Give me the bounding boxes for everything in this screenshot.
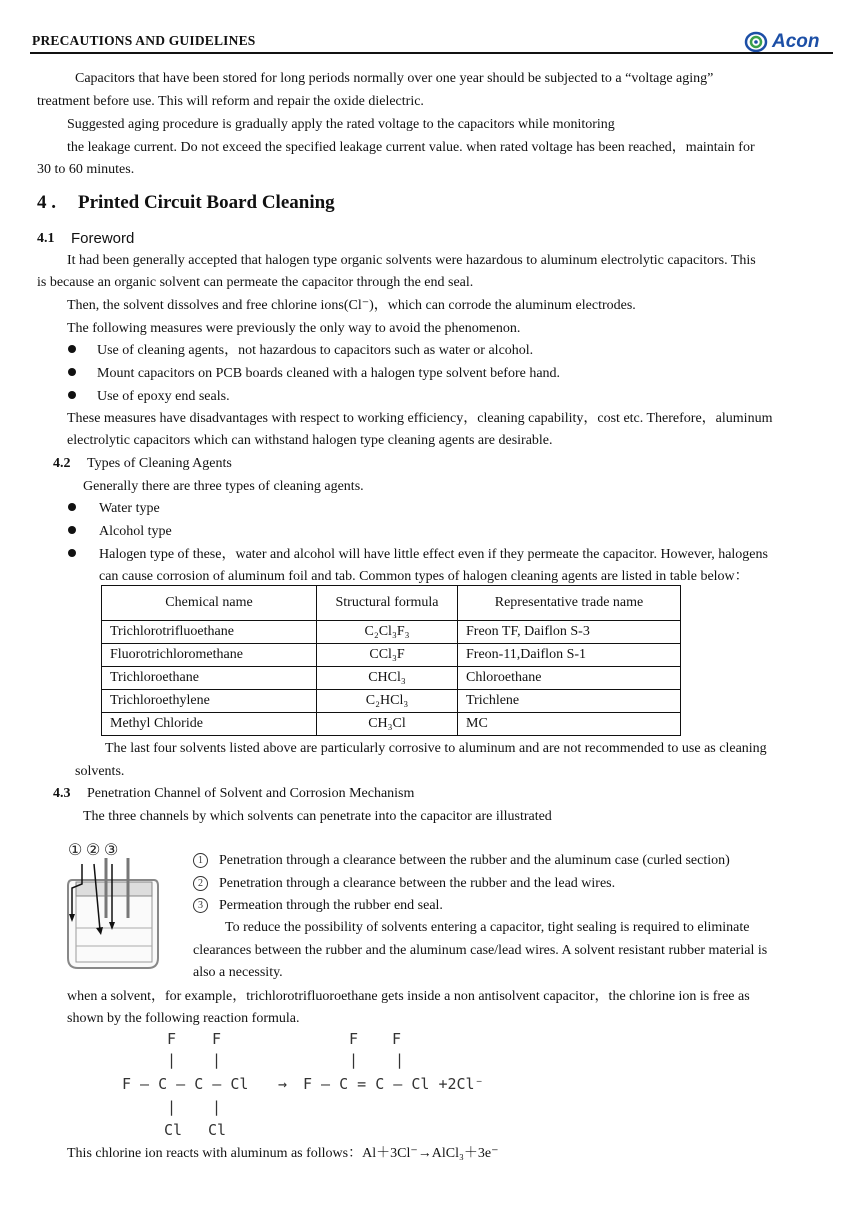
s42-bullet-2: Alcohol type bbox=[99, 524, 172, 539]
reaction-formula bbox=[110, 1030, 530, 1140]
table-row bbox=[102, 690, 681, 713]
table-cell: MC bbox=[458, 713, 681, 736]
section-4-3-number: 4.3 bbox=[53, 786, 71, 801]
table-header-cell: Representative trade name bbox=[458, 586, 681, 621]
s41-line1: It had been generally accepted that halogen type organic solvents were hazardous to aluminum electrolytic capacitors. This bbox=[67, 253, 756, 268]
formula-product: F — C = C — Cl +2Cl⁻ bbox=[303, 1075, 484, 1093]
formula-top-f: F bbox=[167, 1030, 177, 1048]
table-header-cell: Chemical name bbox=[102, 586, 317, 621]
formula-bond: | bbox=[167, 1098, 177, 1116]
s42-bullet-3-line2: can cause corrosion of aluminum foil and tab. Common types of halogen cleaning agents are listed in table below： bbox=[99, 569, 749, 584]
s43-para-line3: also a necessity. bbox=[193, 965, 283, 980]
s43-when-line2: shown by the following reaction formula. bbox=[67, 1011, 300, 1026]
s42-intro: Generally there are three types of cleaning agents. bbox=[83, 479, 364, 494]
final-text-lead: This chlorine ion reacts with aluminum as follows： bbox=[67, 1146, 363, 1161]
bullet-dot bbox=[68, 391, 76, 399]
intro-p2-line3: 30 to 60 minutes. bbox=[37, 162, 135, 177]
s41-line2: is because an organic solvent can permeate the capacitor through the end seal. bbox=[37, 275, 474, 290]
section-4-3-title: Penetration Channel of Solvent and Corrosion Mechanism bbox=[87, 786, 415, 801]
halogen-agents-table bbox=[101, 585, 681, 736]
figure-label-2: ② bbox=[86, 842, 101, 859]
bullet-dot bbox=[68, 503, 76, 511]
intro-p2-line1: Suggested aging procedure is gradually apply the rated voltage to the capacitors while monitoring bbox=[67, 117, 615, 132]
logo-swirl-icon bbox=[744, 31, 768, 53]
table-row bbox=[102, 621, 681, 644]
capacitor-cross-section-drawing bbox=[62, 858, 188, 972]
formula-bond: | bbox=[349, 1051, 359, 1069]
s41-bullet-2: Mount capacitors on PCB boards cleaned with a halogen type solvent before hand. bbox=[97, 366, 561, 381]
logo-text: Acon bbox=[772, 31, 820, 52]
table-header-row bbox=[102, 586, 681, 621]
channel-number-1: 1 bbox=[193, 853, 208, 868]
table-cell: Trichloroethylene bbox=[102, 690, 317, 713]
table-cell: Trichlene bbox=[458, 690, 681, 713]
s41-line3: Then, the solvent dissolves and free chlorine ions(Cl⁻)，which can corrode the aluminum electrodes. bbox=[67, 298, 636, 313]
brand-logo bbox=[744, 30, 820, 54]
formula-bond: | bbox=[395, 1051, 405, 1069]
page-header-title: PRECAUTIONS AND GUIDELINES bbox=[32, 33, 256, 48]
table-cell: CH₃Cl bbox=[317, 713, 458, 736]
table-cell: Freon-11,Daiflon S-1 bbox=[458, 644, 681, 667]
bullet-dot bbox=[68, 549, 76, 557]
formula-bond: | bbox=[167, 1051, 177, 1069]
channel-number-2: 2 bbox=[193, 876, 208, 891]
table-cell: Chloroethane bbox=[458, 667, 681, 690]
channel-2-text: Penetration through a clearance between the rubber and the lead wires. bbox=[219, 876, 616, 891]
formula-top-f: F bbox=[349, 1030, 359, 1048]
section-4-2-number: 4.2 bbox=[53, 456, 71, 471]
formula-arrow: → bbox=[278, 1075, 288, 1093]
channel-3-text: Permeation through the rubber end seal. bbox=[219, 898, 443, 913]
formula-top-f: F bbox=[392, 1030, 402, 1048]
figure-label-3: ③ bbox=[104, 842, 119, 859]
table-cell: Fluorotrichloromethane bbox=[102, 644, 317, 667]
table-cell: Methyl Chloride bbox=[102, 713, 317, 736]
formula-bond: | bbox=[212, 1051, 222, 1069]
table-cell: CHCl₃ bbox=[317, 667, 458, 690]
table-cell: Trichlorotrifluoethane bbox=[102, 621, 317, 644]
s43-para-line2: clearances between the rubber and the aluminum case/lead wires. A solvent resistant rubber material is bbox=[193, 943, 768, 958]
table-header-cell: Structural formula bbox=[317, 586, 458, 621]
header-divider bbox=[30, 52, 833, 54]
bullet-dot bbox=[68, 368, 76, 376]
formula-top-f: F bbox=[212, 1030, 222, 1048]
bullet-dot bbox=[68, 526, 76, 534]
s41-line6: electrolytic capacitors which can withstand halogen type cleaning agents are desirable. bbox=[67, 433, 553, 448]
formula-reactant: F — C — C — Cl bbox=[122, 1075, 249, 1093]
s43-para-line1: To reduce the possibility of solvents entering a capacitor, tight sealing is required to eliminate bbox=[225, 920, 750, 935]
capacitor-penetration-figure bbox=[62, 840, 188, 972]
table-cell: Freon TF, Daiflon S-3 bbox=[458, 621, 681, 644]
s41-bullet-3: Use of epoxy end seals. bbox=[97, 389, 230, 404]
channel-number-3: 3 bbox=[193, 898, 208, 913]
section-4-1-title: Foreword bbox=[71, 230, 135, 247]
table-cell: CCl₃F bbox=[317, 644, 458, 667]
s43-intro: The three channels by which solvents can penetrate into the capacitor are illustrated bbox=[83, 809, 552, 824]
s41-line5: These measures have disadvantages with respect to working efficiency，cleaning capability，cost etc. Therefore，aluminum bbox=[67, 411, 773, 426]
section-4-title: Printed Circuit Board Cleaning bbox=[78, 192, 335, 213]
table-cell: C₂Cl₃F₃ bbox=[317, 621, 458, 644]
section-4-2-title: Types of Cleaning Agents bbox=[87, 456, 232, 471]
section-4-1-number: 4.1 bbox=[37, 231, 55, 246]
section-4-number: 4 . bbox=[37, 192, 56, 213]
table-row bbox=[102, 667, 681, 690]
s42-after-line1: The last four solvents listed above are particularly corrosive to aluminum and are not recommended to use as cleaning bbox=[105, 741, 767, 756]
channel-1-text: Penetration through a clearance between the rubber and the aluminum case (curled section) bbox=[219, 853, 730, 868]
formula-bond: | bbox=[212, 1098, 222, 1116]
table-cell: Trichloroethane bbox=[102, 667, 317, 690]
s42-bullet-1: Water type bbox=[99, 501, 160, 516]
formula-bottom-cl: Cl bbox=[164, 1121, 183, 1139]
aluminum-reaction-equation: Al＋3Cl⁻→AlCl₃＋3e⁻ bbox=[362, 1146, 499, 1161]
table-row bbox=[102, 713, 681, 736]
table-cell: C₂HCl₃ bbox=[317, 690, 458, 713]
bullet-dot bbox=[68, 345, 76, 353]
intro-p1-line2: treatment before use. This will reform and repair the oxide dielectric. bbox=[37, 94, 424, 109]
formula-bottom-cl: Cl bbox=[208, 1121, 227, 1139]
figure-label-1: ① bbox=[68, 842, 83, 859]
table-row bbox=[102, 644, 681, 667]
intro-p1-line1: Capacitors that have been stored for long periods normally over one year should be subjected to a “voltage aging” bbox=[75, 71, 714, 86]
final-text bbox=[67, 1143, 498, 1165]
s41-line4: The following measures were previously the only way to avoid the phenomenon. bbox=[67, 321, 521, 336]
s42-bullet-3-line1: Halogen type of these，water and alcohol will have little effect even if they permeate the capacitor. However, halogens bbox=[99, 547, 768, 562]
s41-bullet-1: Use of cleaning agents，not hazardous to capacitors such as water or alcohol. bbox=[97, 343, 534, 358]
intro-p2-line2: the leakage current. Do not exceed the specified leakage current value. when rated voltage has been reached，maintain for bbox=[67, 140, 755, 155]
s43-when-line1: when a solvent，for example，trichlorotrifluoroethane gets inside a non antisolvent capacitor，the chlorine ion is free as bbox=[67, 989, 750, 1004]
s42-after-line2: solvents. bbox=[75, 764, 125, 779]
